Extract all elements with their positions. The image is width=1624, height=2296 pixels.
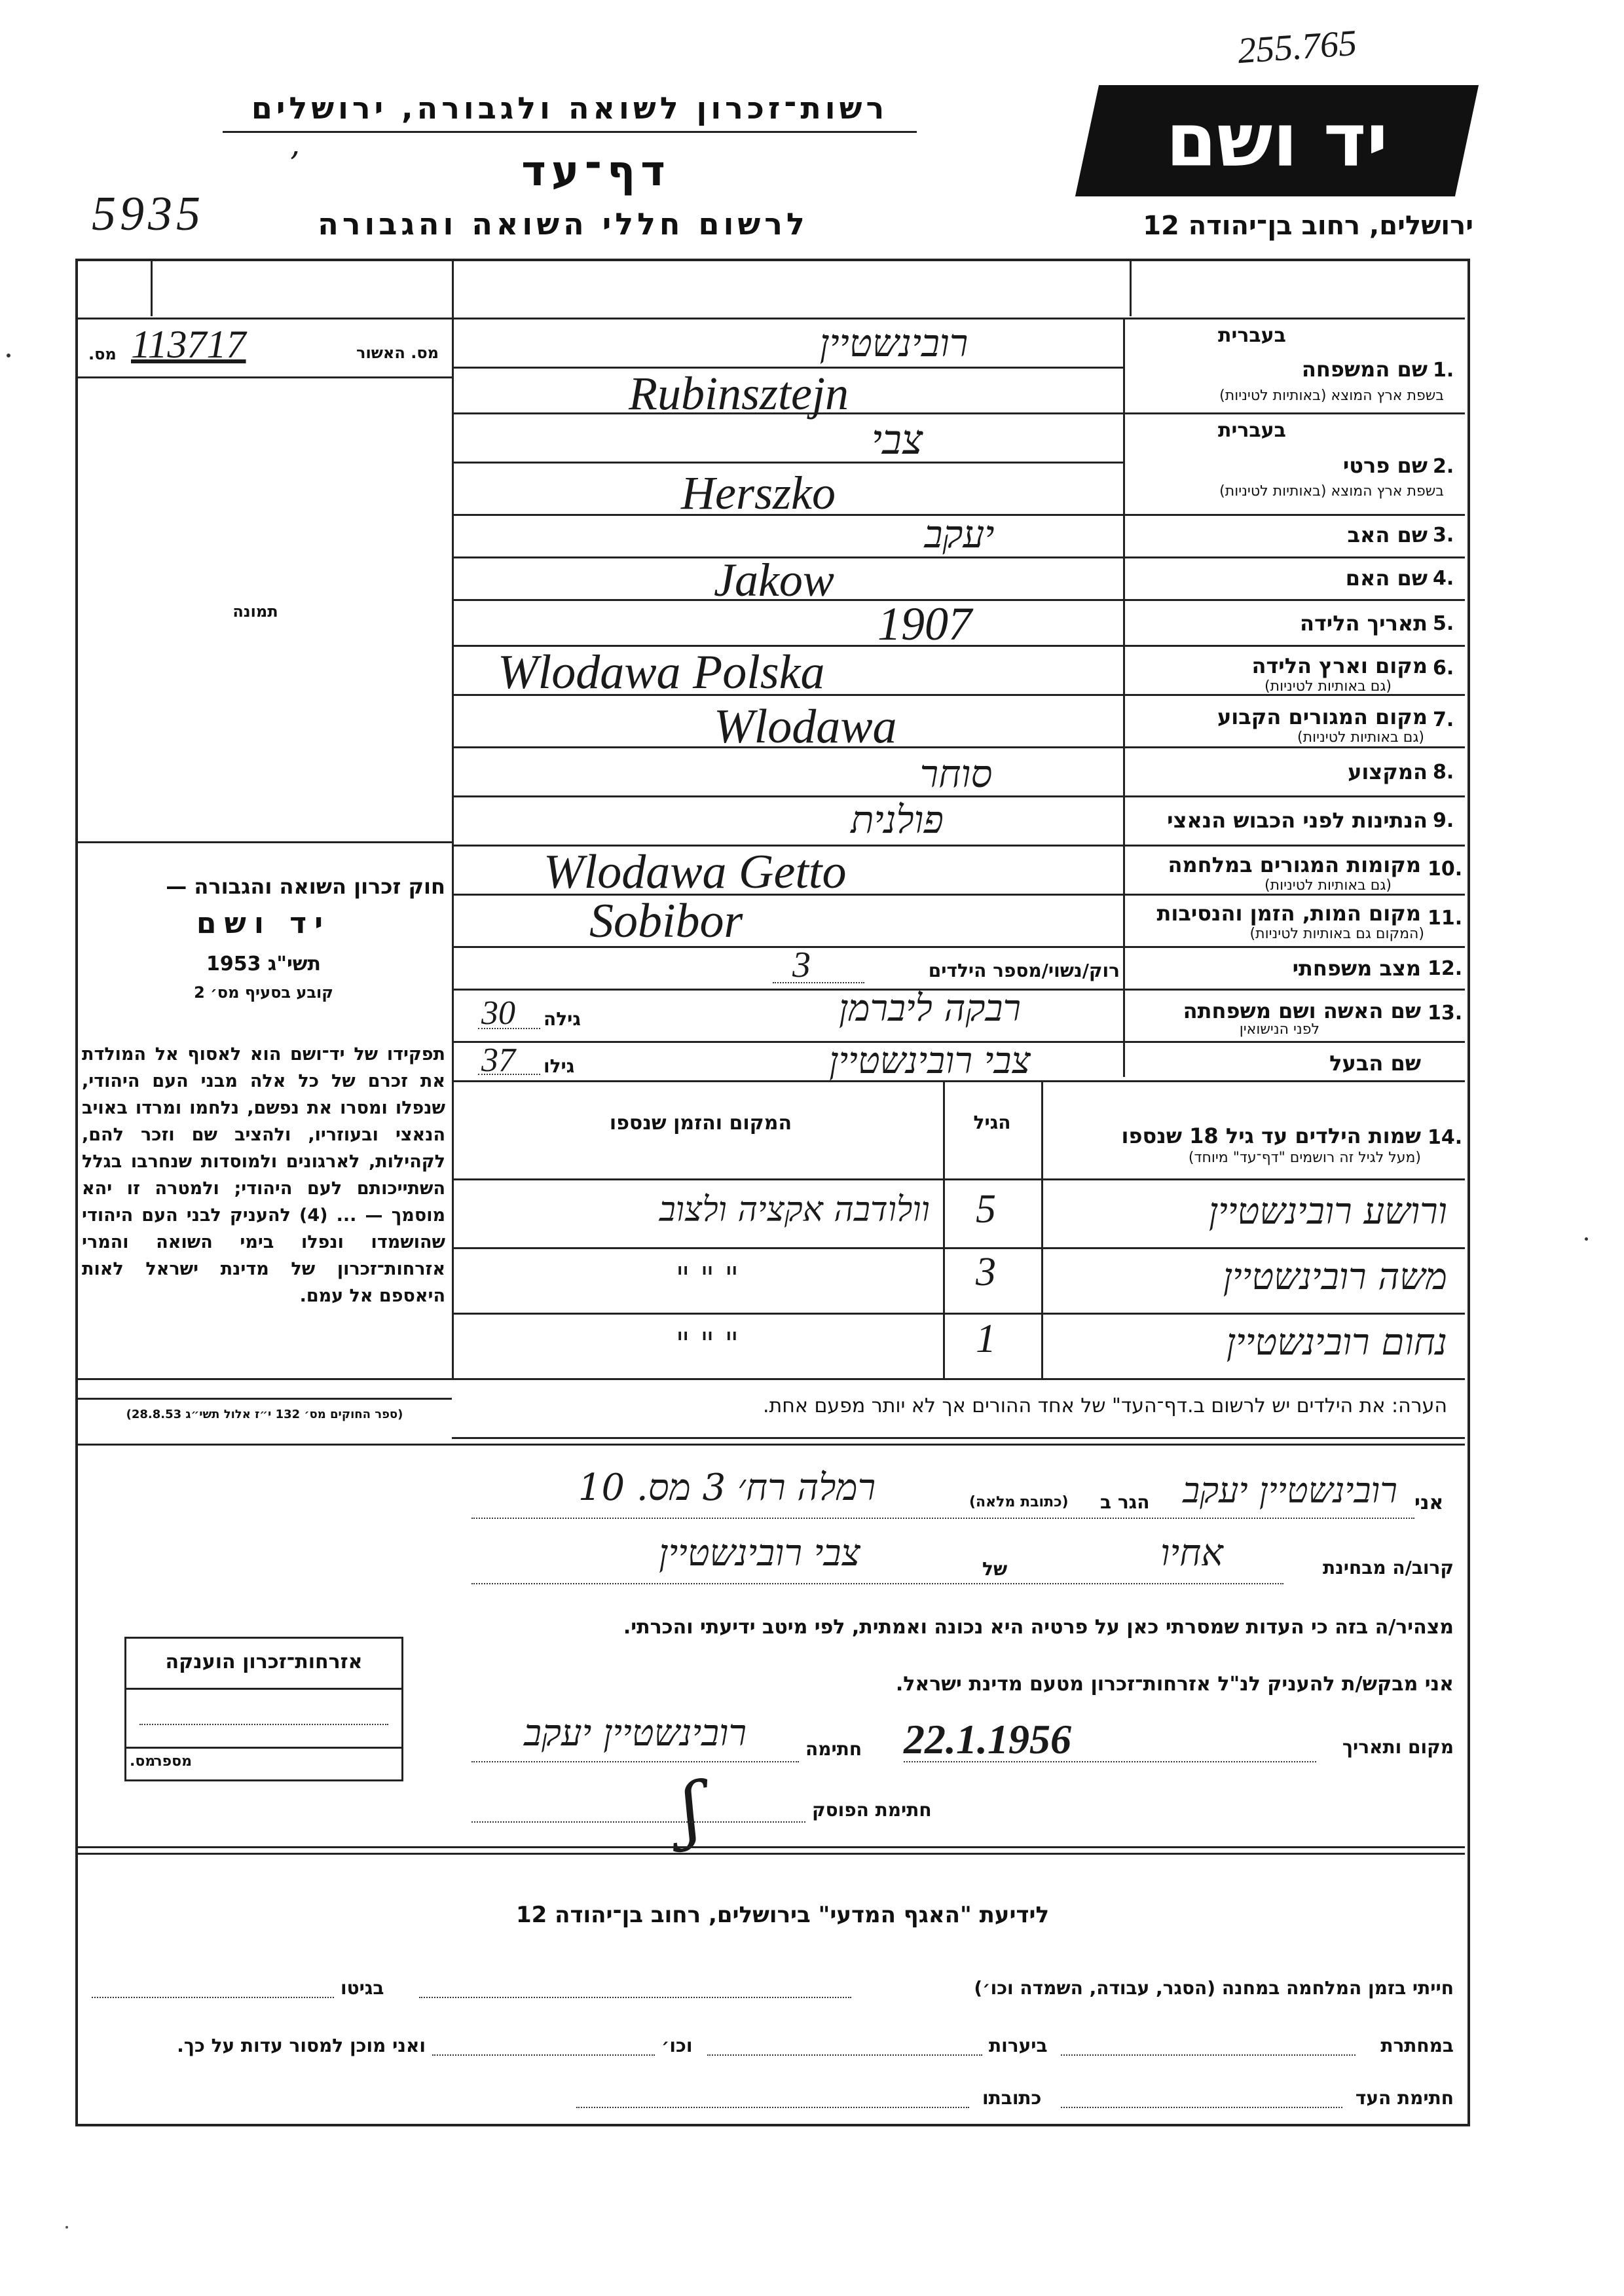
- authority-line: רשות־זכרון לשואה ולגבורה, ירושלים: [251, 90, 889, 126]
- top-strip-line: [452, 318, 1465, 319]
- field-husband-label: שם הבעל: [1329, 1051, 1421, 1076]
- field-9-value: פולנית: [851, 797, 944, 842]
- decl-date-dotted: [904, 1761, 1316, 1762]
- bottom-line2-dotted-3: [432, 2054, 655, 2056]
- field-7-sub: (גם באותיות לטיניות): [1297, 729, 1424, 746]
- field-13-num: 13.: [1428, 1002, 1463, 1025]
- children-header-line: [452, 1178, 1465, 1180]
- decl-signature-label: חתימה: [805, 1738, 862, 1760]
- field-9-num: 9.: [1433, 809, 1454, 832]
- certificate-no-label: מספר: [153, 1753, 192, 1770]
- decl-relation-label: קרוב/ה מבחינת: [1322, 1557, 1454, 1578]
- file-number-label: מס. האשור: [356, 344, 439, 362]
- file-number-suffix: מס.: [88, 345, 117, 363]
- decl-of-name: צבי רובינשטיין: [659, 1532, 860, 1575]
- field-10-value: Wlodawa Getto: [544, 845, 847, 899]
- file-number-box-line: [77, 318, 452, 319]
- address-line: ירושלים, רחוב בן־יהודה 12: [1143, 211, 1473, 241]
- decl-address-dotted: [471, 1518, 1414, 1519]
- child-2-age: 3: [976, 1250, 996, 1294]
- decl-official-sig-dotted: [471, 1821, 805, 1823]
- field-11-label: מקום המות, הזמן והנסיבות: [1156, 901, 1421, 926]
- note-double-line: [77, 1444, 1465, 1446]
- decl-resides-note: (כתובת מלאה): [969, 1494, 1069, 1510]
- field-2-value-latin: Herszko: [681, 467, 836, 519]
- certificate-line-1: [126, 1688, 401, 1690]
- field-10-sub: (גם באותיות לטיניות): [1264, 877, 1392, 894]
- field-13-label: שם האשה ושם משפחתה: [1183, 998, 1421, 1023]
- decl-declarant: רובינשטיין יעקב: [1183, 1470, 1397, 1511]
- field-13-sub: לפני הנישואין: [1239, 1021, 1320, 1038]
- top-strip-tick-1: [151, 261, 153, 316]
- field-husband-age-value: 37: [481, 1042, 515, 1079]
- bottom-line2-dotted-2: [707, 2054, 982, 2056]
- field-12-sub: רוק/נשוי/מספר הילדים: [928, 960, 1120, 981]
- field-husband-value: צבי רובינשטיין: [829, 1040, 1031, 1082]
- field-4-label: שם האם: [1345, 566, 1428, 591]
- logo-text: יד ושם: [1166, 98, 1388, 183]
- scan-speck: [7, 354, 10, 357]
- law-title: חוק זכרון השואה והגבורה —: [166, 874, 445, 899]
- field-7-value: Wlodawa: [714, 700, 897, 754]
- field-6-label: מקום וארץ הלידה: [1251, 653, 1428, 678]
- bottom-line1-end-dotted: [92, 1997, 334, 1998]
- decl-prefix: אני: [1414, 1491, 1444, 1514]
- decl-address: רמלה רח׳ 3 מס. 10: [578, 1467, 876, 1509]
- certificate-line-2: [139, 1724, 388, 1725]
- bottom-line1: חייתי בזמן המלחמה במחנה (הסגר, עבודה, השמדה וכו׳): [974, 1977, 1454, 1999]
- scan-speck: [65, 2226, 68, 2229]
- children-sub: (מעל לגיל זה רושמים "דף־עד" מיוחד): [1188, 1150, 1421, 1166]
- field-12-dotted: [773, 982, 864, 983]
- field-2-value-hebrew: צבי: [871, 416, 923, 464]
- left-column-divider: [452, 261, 454, 1380]
- field-1-label: שם המשפחה: [1301, 357, 1428, 382]
- field-1-lang: בעברית: [1218, 324, 1286, 347]
- field-8-num: 8.: [1433, 761, 1454, 784]
- children-row-line: [452, 1247, 1465, 1249]
- file-number-value: 113717: [131, 323, 246, 366]
- bottom-line2-end: ואני מוכן למסור עדות על כך.: [177, 2035, 426, 2056]
- decl-resides: הגר ב: [1100, 1491, 1150, 1513]
- bottom-line2-dotted-1: [1061, 2054, 1356, 2056]
- field-5-label: תאריך הלידה: [1299, 611, 1428, 636]
- field-1-value-hebrew: רובינשטיין: [819, 321, 969, 365]
- decl-signature-dotted: [471, 1761, 799, 1762]
- note-text: הערה: את הילדים יש לרשום ב.דף־העד" של אחד ההורים אך לא יותר מפעם אחת.: [763, 1394, 1447, 1417]
- field-8-label: המקצוע: [1348, 759, 1428, 784]
- field-2-num: 2.: [1433, 455, 1454, 478]
- field-5-num: 5.: [1433, 612, 1454, 635]
- field-11-sub: (המקום גם באותיות לטיניות): [1249, 926, 1424, 942]
- stamp-number: 255.765: [1236, 22, 1358, 72]
- field-husband-age-label: גילו: [544, 1055, 575, 1077]
- photo-area-bottom: [77, 841, 452, 843]
- field-11-value: Sobibor: [589, 894, 743, 948]
- bottom-title: לידיעת "האגף המדעי" בירושלים, רחוב בן־יהודה 12: [515, 1902, 1050, 1928]
- field-4-num: 4.: [1433, 567, 1454, 590]
- row-line: [452, 462, 1123, 464]
- row-line: [452, 412, 1465, 414]
- decl-place-date-label: מקום ותאריך: [1342, 1736, 1454, 1758]
- decl-official-sig-label: חתימת הפוסק: [812, 1799, 932, 1821]
- field-10-label: מקומות המגורים במלחמה: [1168, 852, 1421, 877]
- field-1-value-latin: Rubinsztejn: [629, 367, 849, 420]
- field-9-label: הנתינות לפני הכבוש הנאצי: [1167, 808, 1428, 833]
- authority-underline: [223, 131, 917, 133]
- field-7-label: מקום המגורים הקבוע: [1217, 704, 1428, 729]
- children-num: 14.: [1428, 1126, 1463, 1149]
- certificate-box: [124, 1637, 403, 1781]
- field-10-num: 10.: [1428, 858, 1463, 881]
- field-7-num: 7.: [1433, 708, 1454, 731]
- child-3-place: " " ": [675, 1326, 739, 1362]
- field-4-value: Jakow: [714, 554, 834, 606]
- bottom-line2-start: במחתרת: [1380, 2035, 1454, 2056]
- certificate-title: אזרחות־זכרון הוענקה: [165, 1650, 363, 1673]
- form-subtitle: לרשום חללי השואה והגבורה: [318, 206, 809, 242]
- certificate-no-suffix: מס.: [130, 1753, 156, 1770]
- field-11-num: 11.: [1428, 907, 1463, 930]
- field-2-label: שם פרטי: [1342, 453, 1428, 478]
- bottom-line3-mid: כתובתו: [982, 2087, 1042, 2109]
- file-number-box-bottom: [77, 376, 452, 378]
- decl-statement-2: אני מבקש/ת להעניק לנ"ל אזרחות־זכרון מטעם מדינת ישראל.: [895, 1673, 1454, 1696]
- field-12-value: 3: [792, 945, 811, 985]
- declaration-bottom-line-2: [77, 1853, 1465, 1855]
- field-13-age-label: גילה: [544, 1008, 581, 1030]
- certificate-line-3: [126, 1747, 401, 1749]
- bottom-line3-start: חתימת העד: [1355, 2087, 1454, 2109]
- field-1-sub: בשפת ארץ המוצא (באותיות לטיניות): [1219, 388, 1444, 404]
- label-column-divider: [1123, 318, 1125, 1077]
- official-signature-scribble: ʃ: [675, 1766, 707, 1853]
- field-5-value: 1907: [877, 598, 972, 650]
- child-1-name: ורושע רובינשטיין: [1208, 1190, 1447, 1233]
- decl-signature: רובינשטיין יעקב: [524, 1712, 747, 1755]
- children-bottom-line: [77, 1378, 1465, 1380]
- bottom-line2-mid: ביערות: [989, 2035, 1048, 2056]
- decl-date: 22.1.1956: [904, 1716, 1071, 1762]
- field-13-value: רבקה ליברמן: [839, 987, 1021, 1030]
- bottom-line1-dotted: [419, 1997, 851, 1998]
- declaration-bottom-line: [77, 1846, 1465, 1848]
- children-col-place: המקום והזמן שנספו: [609, 1112, 792, 1135]
- decl-statement-1: מצהיר/ה בזה כי העדות שמסרתי כאן על פרטיה היא נכונה ואמתית, לפי מיטב ידיעתי והכרתי.: [623, 1616, 1454, 1639]
- law-source: (ספר החוקים מס׳ 132 י״ז אלול תשי״ג 28.8.53): [126, 1408, 403, 1421]
- field-12-num: 12.: [1428, 957, 1463, 980]
- handwritten-number: 5935: [92, 187, 204, 241]
- law-source-line: [77, 1398, 452, 1400]
- field-6-num: 6.: [1433, 657, 1454, 680]
- decl-relation: אחיו: [1160, 1532, 1223, 1575]
- field-12-label: מצב משפחתי: [1292, 956, 1421, 981]
- bottom-line3-dotted-2: [576, 2107, 969, 2108]
- field-1-num: 1.: [1433, 359, 1454, 382]
- child-3-name: נחום רובינשטיין: [1226, 1321, 1447, 1364]
- bottom-line1-end: בגיטו: [341, 1977, 384, 1999]
- photo-label: תמונה: [232, 602, 278, 621]
- field-13-age-value: 30: [481, 994, 515, 1032]
- law-text: תפקידו של יד־ושם הוא לאסוף אל המולדת את זכרם של כל אלה מבני העם היהודי, שנפלו ומסרו את נפשם, נלחמו ומרדו באויב הנאצי ובעוזריו, ולהציב שם וזכר להם, לקהילות, לארגונים ולמוסדות שנחרבו בגלל השתייכותם לעם היהודי; ולמטרה זו יהא מוסמך — ... (4) להעניק לבני העם היהודי שהושמדו ונפלו בימי השואה והמרי אזרחות־זכרון של מדינת ישראל לאות היאספם אל עמם.: [82, 1044, 445, 1306]
- row-line: [452, 556, 1465, 558]
- scan-speck: [1585, 1237, 1588, 1241]
- law-year: תשי"ג 1953: [206, 953, 322, 975]
- child-3-age: 1: [976, 1317, 996, 1361]
- field-6-sub: (גם באותיות לטיניות): [1264, 678, 1392, 695]
- header-tick-mark: ʼ: [288, 145, 299, 183]
- decl-of-label: של: [982, 1558, 1008, 1580]
- children-label: שמות הילדים עד גיל 18 שנספו: [1121, 1123, 1421, 1148]
- bottom-line2-etc: וכו׳: [661, 2035, 693, 2056]
- child-1-age: 5: [976, 1187, 996, 1231]
- child-2-place: " " ": [675, 1260, 739, 1297]
- child-1-place: וולודבה אקציה ולצוב: [659, 1190, 930, 1230]
- field-2-sub: בשפת ארץ המוצא (באותיות לטיניות): [1219, 483, 1444, 500]
- field-3-num: 3.: [1433, 524, 1454, 547]
- form-title: דף־עד: [521, 147, 671, 196]
- field-2-lang: בעברית: [1218, 419, 1286, 442]
- children-col-divider-1: [943, 1080, 945, 1378]
- row-line: [452, 746, 1465, 748]
- top-strip-tick-2: [1130, 261, 1132, 316]
- field-6-value: Wlodawa Polska: [498, 646, 825, 699]
- children-col-divider-2: [1041, 1080, 1043, 1378]
- field-3-label: שם האב: [1347, 522, 1428, 547]
- bottom-line3-dotted-1: [1061, 2107, 1342, 2108]
- decl-relation-dotted: [471, 1583, 1283, 1584]
- field-3-value: יעקב: [924, 512, 995, 556]
- field-8-value: סוחר: [919, 752, 993, 796]
- logo: [1075, 85, 1479, 196]
- child-2-name: משה רובינשטיין: [1223, 1256, 1447, 1298]
- law-name: יד ושם: [196, 907, 331, 940]
- note-bottom-line: [452, 1437, 1465, 1439]
- children-col-age: הגיל: [973, 1112, 1011, 1133]
- children-row-line: [452, 1313, 1465, 1315]
- law-section: קובע בסעיף מס׳ 2: [194, 983, 333, 1002]
